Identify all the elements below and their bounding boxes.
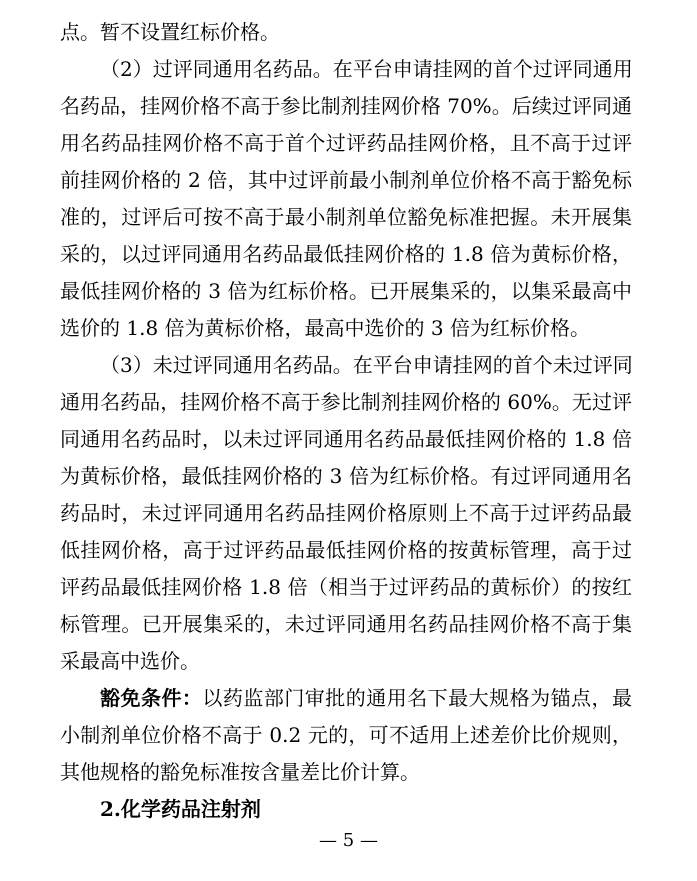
text-line: 药品时，未过评同通用名药品挂网价格原则上不高于过评药品最	[60, 501, 632, 525]
text-line: 低挂网价格，高于过评药品最低挂网价格的按黄标管理，高于过	[60, 538, 632, 562]
text-line: 点。暂不设置红标价格。	[60, 20, 280, 44]
text-line: 为黄标价格，最低挂网价格的 3 倍为红标价格。有过评同通用名	[60, 464, 632, 488]
text-line: 用名药品挂网价格不高于首个过评药品挂网价格，且不高于过评	[60, 131, 632, 155]
text-line: （3）未过评同通用名药品。在平台申请挂网的首个未过评同	[100, 353, 633, 377]
section-heading: 2.化学药品注射剂	[100, 797, 261, 821]
text-line: 小制剂单位价格不高于 0.2 元的，可不适用上述差价比价规则，	[60, 723, 632, 747]
text-line: 同通用名药品时，以未过评同通用名药品最低挂网价格的 1.8 倍	[60, 427, 632, 451]
text-line: 选价的 1.8 倍为黄标价格，最高中选价的 3 倍为红标价格。	[60, 316, 590, 340]
exemption-first-line	[100, 680, 632, 717]
text-line: 标管理。已开展集采的，未过评同通用名药品挂网价格不高于集	[60, 612, 632, 636]
text-line: 通用名药品，挂网价格不高于参比制剂挂网价格的 60%。无过评	[60, 390, 632, 414]
text-line: 采最高中选价。	[60, 649, 200, 673]
text-line: （2）过评同通用名药品。在平台申请挂网的首个过评同通用	[100, 57, 633, 81]
text-line: 评药品最低挂网价格 1.8 倍（相当于过评药品的黄标价）的按红	[60, 575, 632, 599]
text-line: 前挂网价格的 2 倍，其中过评前最小制剂单位价格不高于豁免标	[60, 168, 632, 192]
text-line: 名药品，挂网价格不高于参比制剂挂网价格 70%。后续过评同通	[60, 94, 632, 118]
text-line: 最低挂网价格的 3 倍为红标价格。已开展集采的，以集采最高中	[60, 279, 632, 303]
page-number: — 5 —	[319, 830, 378, 851]
text-line: 采的，以过评同通用名药品最低挂网价格的 1.8 倍为黄标价格，	[60, 242, 632, 266]
text-line: 准的，过评后可按不高于最小制剂单位豁免标准把握。未开展集	[60, 205, 632, 229]
exemption-text: 以药监部门审批的通用名下最大规格为锚点，最	[202, 686, 633, 710]
text-line: 其他规格的豁免标准按含量差比价计算。	[60, 760, 420, 784]
exemption-label: 豁免条件：	[100, 686, 203, 710]
